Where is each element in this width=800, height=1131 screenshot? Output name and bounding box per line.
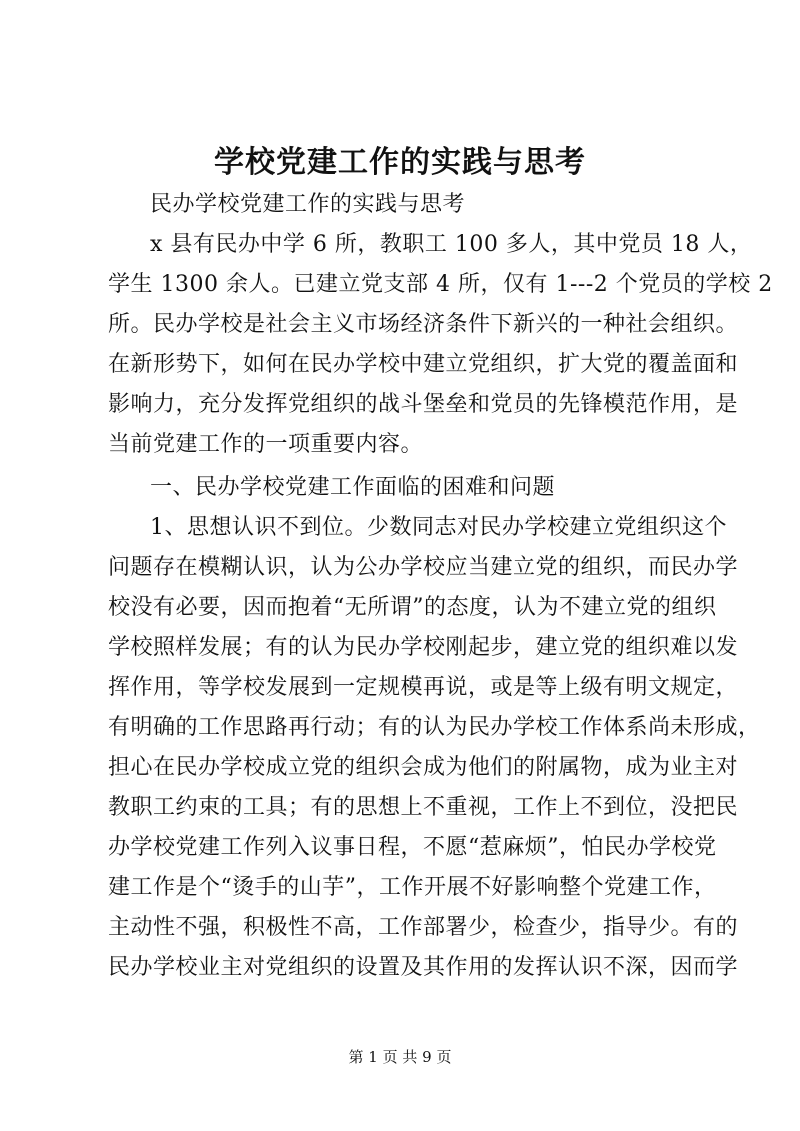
section-heading: 一、民办学校党建工作面临的困难和问题: [150, 475, 556, 500]
body-line: 有明确的工作思路再行动；有的认为民办学校工作体系尚未形成，: [108, 715, 761, 740]
subtitle-line: 民办学校党建工作的实践与思考: [150, 192, 466, 217]
body-line: 民办学校业主对党组织的设置及其作用的发挥认识不深，因而学: [108, 955, 739, 980]
body-line: 建工作是个“烫手的山芋”，工作开展不好影响整个党建工作，: [108, 875, 717, 900]
body-line: x 县有民办中学 6 所，教职工 100 多人，其中党员 18 人，: [150, 232, 753, 257]
body-line: 主动性不强，积极性不高，工作部署少，检查少，指导少。有的: [108, 915, 739, 940]
body-line: 挥作用，等学校发展到一定规模再说，或是等上级有明文规定，: [108, 675, 739, 700]
body-line: 学生 1300 余人。已建立党支部 4 所，仅有 1---2 个党员的学校 2: [108, 272, 773, 297]
body-line: 所。民办学校是社会主义市场经济条件下新兴的一种社会组织。: [108, 312, 739, 337]
body-line: 影响力，充分发挥党组织的战斗堡垒和党员的先锋模范作用，是: [108, 392, 739, 417]
body-line: 问题存在模糊认识，认为公办学校应当建立党的组织，而民办学: [108, 555, 739, 580]
body-line: 校没有必要，因而抱着“无所谓”的态度，认为不建立党的组织: [108, 595, 717, 620]
page-footer: 第 1 页 共 9 页: [348, 1048, 452, 1066]
body-line: 1、思想认识不到位。少数同志对民办学校建立党组织这个: [150, 515, 727, 540]
page-title: 学校党建工作的实践与思考: [214, 145, 586, 180]
body-line: 担心在民办学校成立党的组织会成为他们的附属物，成为业主对: [108, 755, 739, 780]
body-line: 当前党建工作的一项重要内容。: [108, 432, 424, 457]
body-line: 在新形势下，如何在民办学校中建立党组织，扩大党的覆盖面和: [108, 352, 739, 377]
body-line: 学校照样发展；有的认为民办学校刚起步，建立党的组织难以发: [108, 635, 739, 660]
body-line: 办学校党建工作列入议事日程，不愿“惹麻烦”，怕民办学校党: [108, 835, 717, 860]
body-line: 教职工约束的工具；有的思想上不重视，工作上不到位，没把民: [108, 795, 739, 820]
